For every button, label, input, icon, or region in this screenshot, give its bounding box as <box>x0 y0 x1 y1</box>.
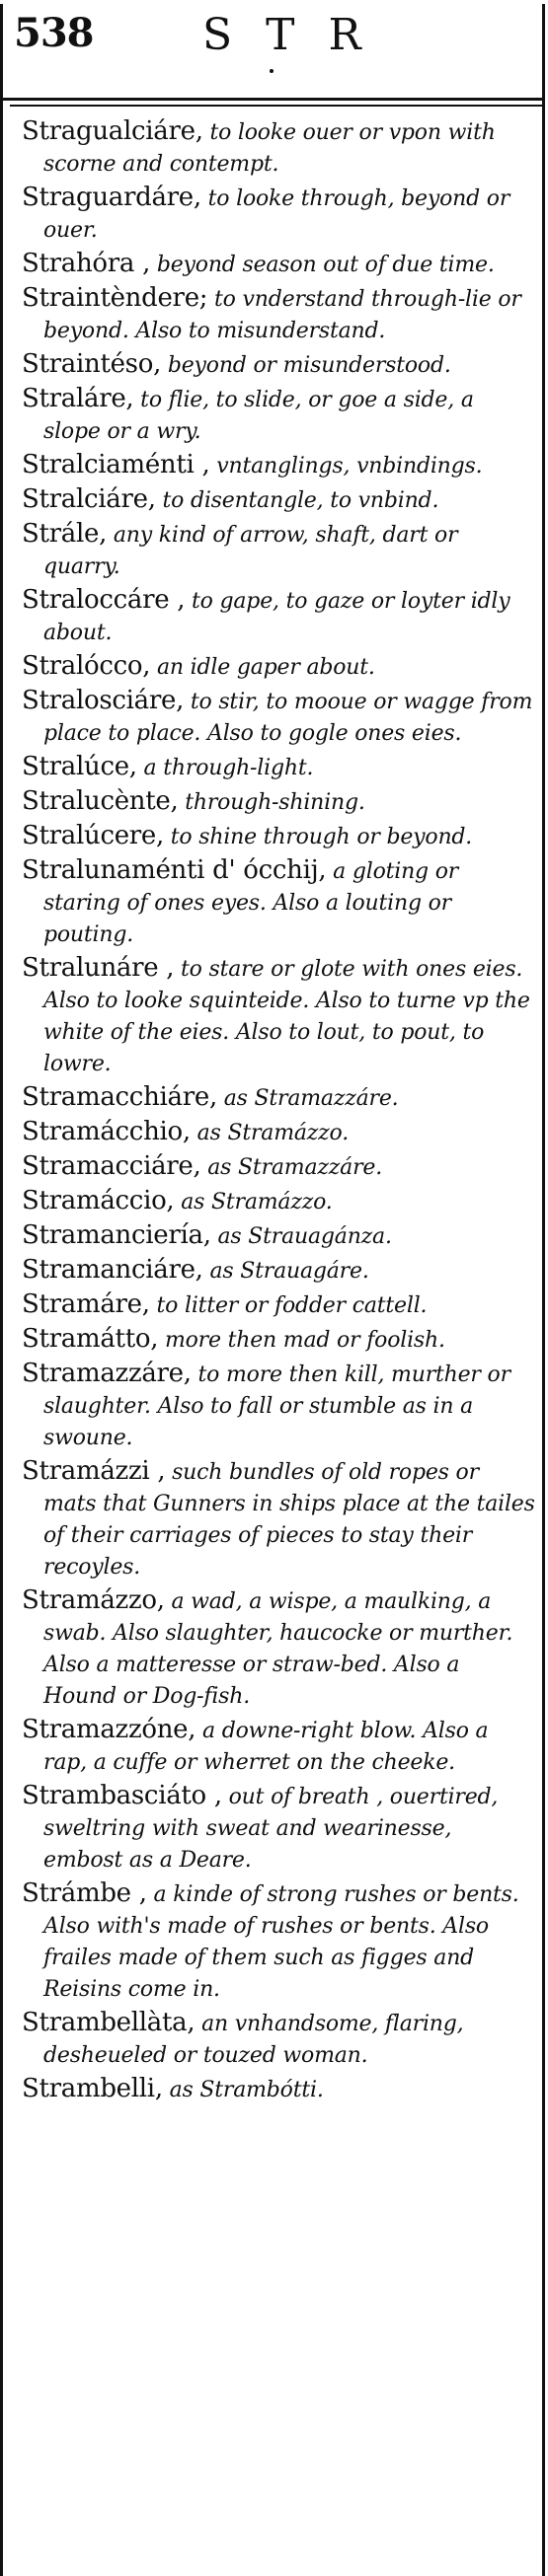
dictionary-entry <box>22 116 537 180</box>
definition: to shine through or beyond. <box>163 825 473 849</box>
definition: more then mad or foolish. <box>158 1328 445 1353</box>
definition: to looke ouer or vpon with scorne and contempt. <box>43 120 496 177</box>
definition: vntanglings, vnbindings. <box>209 454 483 478</box>
headword: Strámbe , <box>22 1878 147 1908</box>
headword: Stralucènte, <box>22 786 179 816</box>
headword: Stralciaménti , <box>22 450 210 479</box>
page-number: 538 <box>14 10 94 56</box>
dictionary-entry <box>22 585 537 648</box>
dictionary-entry <box>22 2008 537 2071</box>
definition: as Strauagánza. <box>210 1224 392 1249</box>
headword: Strambellàta, <box>22 2008 196 2037</box>
dictionary-entry <box>22 519 537 582</box>
definition: as Stramazzáre. <box>200 1155 383 1180</box>
definition: an vnhandsome, flaring, desheueled or touzed woman. <box>43 2012 464 2068</box>
definition: to flie, to slide, or goe a side, a slope or a wry. <box>43 388 474 444</box>
header-rule-inner <box>10 105 545 107</box>
definition: beyond season out of due time. <box>150 253 495 277</box>
headword: Stramazzóne, <box>22 1715 196 1744</box>
headword: Stramacciáre, <box>22 1151 201 1181</box>
dictionary-entry <box>22 183 537 246</box>
definition: to more then kill, murther or slaughter. Also to fall or stumble as in a swoune. <box>43 1362 510 1450</box>
headword: Strahóra , <box>22 249 151 278</box>
dictionary-entry <box>22 786 537 818</box>
definition: an idle gaper about. <box>150 655 375 680</box>
dictionary-entry <box>22 1255 537 1287</box>
dictionary-entry <box>22 249 537 280</box>
definition: as Stramazzáre. <box>216 1086 399 1111</box>
headword: Stramazzáre, <box>22 1359 192 1388</box>
definition: a downe-right blow. Also a rap, a cuffe or wherret on the cheeke. <box>43 1719 489 1775</box>
headword: Stralúcere, <box>22 821 164 850</box>
definition: as Strambótti. <box>162 2078 324 2102</box>
definition: to litter or fodder cattell. <box>149 1293 428 1318</box>
dictionary-entry <box>22 752 537 783</box>
definition: out of breath , ouertired, sweltring with sweat and wearinesse, embost as a Deare. <box>43 1785 499 1873</box>
headword: Stramáre, <box>22 1289 150 1319</box>
dictionary-entry <box>22 384 537 447</box>
headword: Stralciáre, <box>22 484 156 514</box>
definition: to stare or glote with ones eies. Also to looke squinteide. Also to turne vp the white of the eies. Also to lout, to pout, to lowre. <box>43 957 530 1076</box>
headword: Stramácchio, <box>22 1117 191 1146</box>
headword: Stralosciáre, <box>22 686 185 715</box>
dictionary-entry <box>22 821 537 852</box>
headword: Stragualciáre, <box>22 116 203 146</box>
dictionary-entry <box>22 651 537 683</box>
header-dot <box>270 69 274 73</box>
headword: Straláre, <box>22 384 134 413</box>
headword: Stralócco, <box>22 651 151 681</box>
definition: any kind of arrow, shaft, dart or quarry. <box>43 523 458 579</box>
headword: Strambasciáto , <box>22 1781 222 1810</box>
definition: to disentangle, to vnbind. <box>155 488 439 513</box>
headword: Stramáccio, <box>22 1186 175 1215</box>
definition: a kinde of strong rushes or bents. Also with's made of rushes or bents. Also frailes made of them such as figges and Reisins come in. <box>43 1882 519 2002</box>
headword: Straguardáre, <box>22 183 201 212</box>
dictionary-entry <box>22 1151 537 1183</box>
dictionary-entry <box>22 1585 537 1712</box>
headword: Stralúce, <box>22 752 137 781</box>
headword: Stramacchiáre, <box>22 1082 217 1112</box>
definition: to stir, to mooue or wagge from place to place. Also to gogle ones eies. <box>43 690 533 746</box>
dictionary-entry <box>22 484 537 516</box>
left-border-line <box>0 4 3 2576</box>
headword: Stramátto, <box>22 1324 159 1354</box>
dictionary-entry <box>22 1878 537 2005</box>
running-head: STR <box>202 10 395 60</box>
right-border-line <box>542 4 545 2576</box>
page-header <box>0 0 548 71</box>
headword: Strále, <box>22 519 108 549</box>
headword: Stramanciería, <box>22 1220 211 1250</box>
definition: to vnderstand through-lie or beyond. Also to misunderstand. <box>43 287 521 343</box>
dictionary-entry <box>22 686 537 749</box>
headword: Straintéso, <box>22 349 162 379</box>
headword: Stramázzi , <box>22 1456 166 1486</box>
dictionary-entry <box>22 1456 537 1582</box>
definition: beyond or misunderstood. <box>161 353 451 378</box>
dictionary-entry <box>22 1289 537 1321</box>
definition: a through-light. <box>136 756 314 780</box>
definition: as Stramázzo. <box>190 1121 350 1145</box>
dictionary-entry <box>22 1117 537 1148</box>
definition: to gape, to gaze or loyter idly about. <box>43 589 510 645</box>
dictionary-entry <box>22 1082 537 1114</box>
headword: Stralunáre , <box>22 953 175 983</box>
dictionary-entry <box>22 283 537 346</box>
dictionary-entry <box>22 1324 537 1356</box>
definition: through-shining. <box>178 790 365 815</box>
headword: Stramanciáre, <box>22 1255 203 1285</box>
headword: Straintèndere; <box>22 283 208 313</box>
definition: as Stramázzo. <box>174 1190 333 1214</box>
headword: Stralunaménti d' ócchij, <box>22 855 327 885</box>
dictionary-entry <box>22 1359 537 1453</box>
dictionary-entry <box>22 1715 537 1778</box>
headword: Stramázzo, <box>22 1585 165 1615</box>
definition: as Strauagáre. <box>202 1259 369 1284</box>
definition: a gloting or staring of ones eyes. Also a louting or pouting. <box>43 859 459 947</box>
dictionary-entry <box>22 953 537 1079</box>
entry-list <box>22 116 537 2108</box>
dictionary-entry <box>22 349 537 381</box>
definition: such bundles of old ropes or mats that Gunners in ships place at the tailes of their carriages of pieces to stay their recoyles. <box>43 1460 535 1580</box>
dictionary-entry <box>22 450 537 481</box>
definition: a wad, a wispe, a maulking, a swab. Also slaughter, haucocke or murther. Also a matteresse or straw-bed. Also a Hound or Dog-fish. <box>43 1589 513 1709</box>
dictionary-entry <box>22 2074 537 2105</box>
headword: Straloccáre , <box>22 585 186 615</box>
header-rule <box>0 98 545 101</box>
definition: to looke through, beyond or ouer. <box>43 186 510 243</box>
dictionary-entry <box>22 1220 537 1252</box>
dictionary-entry <box>22 1781 537 1876</box>
dictionary-entry <box>22 1186 537 1217</box>
dictionary-entry <box>22 855 537 950</box>
headword: Strambelli, <box>22 2074 163 2103</box>
